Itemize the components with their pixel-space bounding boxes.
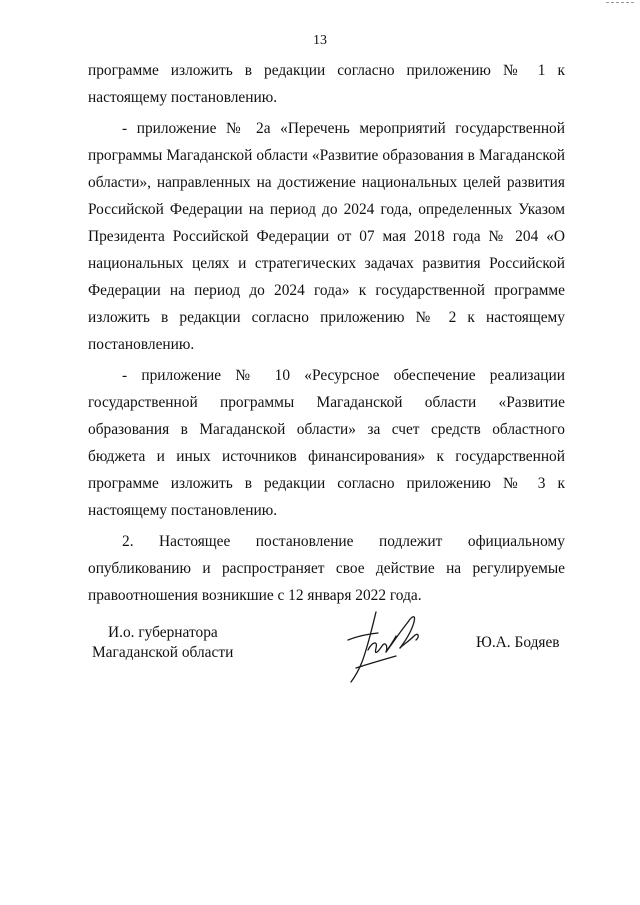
signatory-title-line2: Магаданской области <box>92 644 234 661</box>
signatory-title <box>92 623 233 663</box>
handwritten-signature <box>342 606 426 688</box>
corner-scan-mark <box>606 2 634 3</box>
paragraph-appendix-10: - приложение № 10 «Ресурсное обеспечение реализации государственной программы Магаданской области «Развитие образования в Магаданской области» за счет средств областного бюджета и иных источников финансирования» к государственной программе изложить в редакции согласно приложению № 3 к настоящему постановлению. <box>88 367 565 519</box>
paragraph-publication: 2. Настоящее постановление подлежит официальному опубликованию и распространяет свое действие на регулируемые правоотношения возникшие с 12 января 2022 года. <box>88 533 565 604</box>
paragraph-continuation: программе изложить в редакции согласно приложению № 1 к настоящему постановлению. <box>88 62 565 106</box>
signatory-title-line1: И.о. губернатора <box>108 624 218 641</box>
paragraph-appendix-2a: - приложение № 2а «Перечень мероприятий государственной программы Магаданской области «Развитие образования в Магаданской области», направленных на достижение национальных целей развития Российской Федерации на период до 2024 года, определенных Указом Президента Российской Федерации от 07 мая 2018 года № 204 «О национальных целях и стратегических задачах развития Российской Федерации на период до 2024 года» к государственной программе изложить в редакции согласно приложению № 2 к настоящему постановлению. <box>88 120 565 353</box>
document-body <box>88 57 565 613</box>
page-number: 13 <box>313 33 327 48</box>
signatory-name: Ю.А. Бодяев <box>476 634 560 651</box>
